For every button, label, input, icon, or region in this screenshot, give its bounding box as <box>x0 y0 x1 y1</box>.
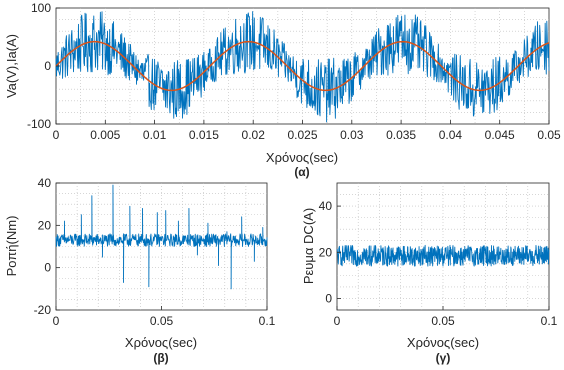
xlabel-gamma: Χρόνος(sec) <box>406 335 480 350</box>
y-tick-label: 40 <box>318 199 332 214</box>
y-tick-label: 0 <box>44 260 51 275</box>
ylabel-beta: Ροπή(Nm) <box>4 215 19 277</box>
x-tick-label: 0.1 <box>540 314 558 328</box>
x-tick-label: 0.035 <box>386 128 417 142</box>
panel-gamma <box>301 183 558 365</box>
x-tick-label: 0 <box>52 128 60 142</box>
x-tick-label: 0.015 <box>188 128 219 142</box>
ylabel-gamma: Ρευμα DC(A) <box>301 207 316 285</box>
x-tick-label: 0.05 <box>431 314 455 328</box>
x-tick-label: 0.025 <box>287 128 318 142</box>
y-tick-label: -20 <box>33 303 51 317</box>
panel-alpha <box>4 1 561 179</box>
y-tick-label: 0 <box>44 59 51 73</box>
x-tick-label: 0.05 <box>537 128 561 142</box>
panel-beta <box>4 176 276 365</box>
x-tick-label: 0 <box>52 314 60 328</box>
y-tick-label: 100 <box>30 1 51 15</box>
yticks-alpha <box>27 1 60 131</box>
x-tick-label: 0.045 <box>484 128 515 142</box>
y-tick-label: 0 <box>325 291 332 306</box>
caption-beta: (β) <box>153 351 169 365</box>
x-tick-label: 0.02 <box>241 128 265 142</box>
y-tick-label: 40 <box>37 176 51 190</box>
x-tick-label: 0 <box>333 314 341 328</box>
y-tick-label: -100 <box>26 117 51 131</box>
x-tick-label: 0.01 <box>142 128 167 142</box>
y-tick-label: 20 <box>318 245 332 260</box>
x-tick-label: 0.03 <box>340 128 364 142</box>
x-tick-label: 0.005 <box>90 128 121 142</box>
x-tick-label: 0.1 <box>258 314 276 328</box>
caption-alpha: (α) <box>294 165 310 179</box>
x-tick-label: 0.04 <box>438 128 463 142</box>
ylabel-alpha: Va(V),Ia(A) <box>4 33 19 99</box>
x-tick-label: 0.05 <box>149 314 174 328</box>
xlabel-alpha: Χρόνος(sec) <box>265 150 339 165</box>
caption-gamma: (γ) <box>435 351 451 365</box>
y-tick-label: 20 <box>37 218 51 233</box>
xlabel-beta: Χρόνος(sec) <box>124 335 198 350</box>
